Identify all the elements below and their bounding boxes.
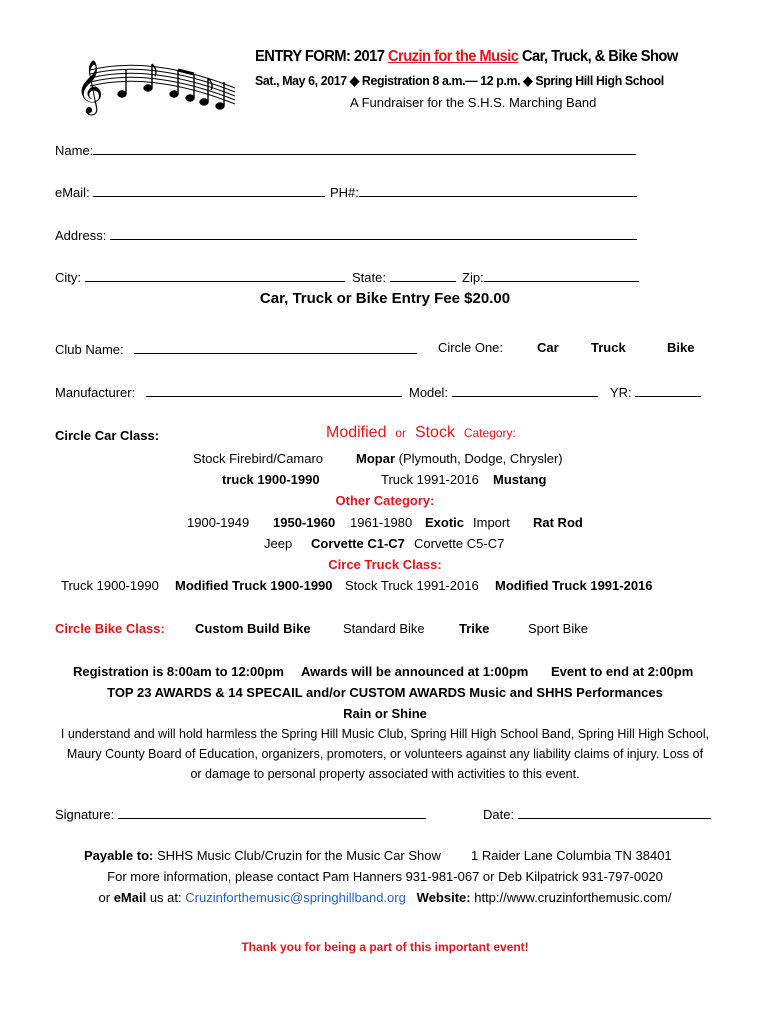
entry-fee: Car, Truck or Bike Entry Fee $20.00 bbox=[259, 290, 511, 307]
class-exotic[interactable]: Exotic bbox=[425, 515, 465, 530]
car-class-label: Circle Car Class: bbox=[55, 428, 160, 443]
bike-class-standard[interactable]: Standard Bike bbox=[343, 621, 425, 636]
truck-class-1900-1990[interactable]: Truck 1900-1990 bbox=[61, 578, 159, 593]
club-name-field[interactable] bbox=[55, 340, 417, 357]
date-label: Date: bbox=[483, 807, 515, 822]
thank-you-message: Thank you for being a part of this important event! bbox=[241, 940, 529, 954]
city-field[interactable] bbox=[55, 268, 345, 285]
bike-class-label: Circle Bike Class: bbox=[55, 621, 165, 636]
bike-class-sport[interactable]: Sport Bike bbox=[528, 621, 588, 636]
date-field[interactable] bbox=[483, 805, 711, 822]
class-mopar[interactable]: Mopar (Plymouth, Dodge, Chrysler) bbox=[356, 451, 563, 466]
email-label: eMail: bbox=[55, 185, 90, 200]
address-field[interactable] bbox=[55, 226, 637, 243]
class-rat-rod[interactable]: Rat Rod bbox=[533, 515, 583, 530]
music-notes-icon bbox=[70, 52, 240, 122]
class-corvette-c5-c7[interactable]: Corvette C5-C7 bbox=[414, 536, 505, 551]
waiver-line-2: Maury County Board of Education, organizers, promoters, or volunteers against any liability claims of injury. Loss of bbox=[66, 747, 704, 761]
schedule-registration: Registration is 8:00am to 12:00pm bbox=[73, 664, 284, 679]
yr-field[interactable] bbox=[610, 383, 701, 400]
yr-label: YR: bbox=[610, 385, 632, 400]
rain-or-shine: Rain or Shine bbox=[343, 706, 427, 721]
circle-one-label: Circle One: bbox=[438, 340, 504, 355]
class-1961-1980[interactable]: 1961-1980 bbox=[350, 515, 413, 530]
manufacturer-label: Manufacturer: bbox=[55, 385, 136, 400]
car-class-category-header: Modified or Stock Category: bbox=[326, 424, 516, 441]
class-truck-1991-2016[interactable]: Truck 1991-2016 bbox=[381, 472, 479, 487]
name-field[interactable] bbox=[55, 141, 636, 158]
vehicle-option-car[interactable]: Car bbox=[537, 340, 559, 355]
state-field[interactable] bbox=[352, 268, 456, 285]
contact-info: For more information, please contact Pam Hanners 931-981-067 or Deb Kilpatrick 931-797-0020 bbox=[107, 869, 663, 884]
vehicle-option-bike[interactable]: Bike bbox=[667, 340, 695, 355]
form-title: ENTRY FORM: 2017 Cruzin for the Music Car, Truck, & Bike Show bbox=[255, 48, 678, 65]
event-subtitle: Sat., May 6, 2017 ◆ Registration 8 a.m.— 12 p.m. ◆ Spring Hill High School bbox=[255, 73, 664, 88]
class-truck-1900-1990[interactable]: truck 1900-1990 bbox=[222, 472, 320, 487]
schedule-awards: Awards will be announced at 1:00pm bbox=[301, 664, 529, 679]
class-import[interactable]: Import bbox=[473, 515, 510, 530]
model-field[interactable] bbox=[409, 383, 598, 400]
waiver-line-3: or damage to personal property associated with activities to this event. bbox=[190, 767, 580, 781]
class-stock-firebird[interactable]: Stock Firebird/Camaro bbox=[193, 451, 324, 466]
signature-label: Signature: bbox=[55, 807, 115, 822]
website-link[interactable]: http://www.cruzinforthemusic.com/ bbox=[470, 890, 672, 905]
email-link[interactable]: Cruzinforthemusic@springhillband.org bbox=[185, 890, 406, 905]
schedule-end: Event to end at 2:00pm bbox=[551, 664, 694, 679]
state-label: State: bbox=[352, 270, 386, 285]
vehicle-option-truck[interactable]: Truck bbox=[591, 340, 626, 355]
contact-email-website: or eMail us at: Cruzinforthemusic@springhillband.org Website: http://www.cruzinforthemusic.com/ bbox=[98, 890, 672, 905]
zip-label: Zip: bbox=[462, 270, 484, 285]
waiver-line-1: I understand and will hold harmless the Spring Hill Music Club, Spring Hill High School Band, Spring Hill High School, bbox=[60, 727, 710, 741]
name-label: Name: bbox=[55, 143, 94, 158]
fundraiser-line: A Fundraiser for the S.H.S. Marching Band bbox=[350, 95, 597, 110]
class-1900-1949[interactable]: 1900-1949 bbox=[187, 515, 250, 530]
address-label: Address: bbox=[55, 228, 107, 243]
other-category-label: Other Category: bbox=[335, 493, 435, 508]
model-label: Model: bbox=[409, 385, 449, 400]
bike-class-trike[interactable]: Trike bbox=[459, 621, 490, 636]
class-mustang[interactable]: Mustang bbox=[493, 472, 547, 487]
class-jeep[interactable]: Jeep bbox=[264, 536, 293, 551]
phone-field[interactable] bbox=[330, 183, 637, 200]
truck-class-label: Circe Truck Class: bbox=[328, 557, 442, 572]
zip-field[interactable] bbox=[462, 268, 639, 285]
city-label: City: bbox=[55, 270, 81, 285]
club-name-label: Club Name: bbox=[55, 342, 124, 357]
truck-class-stock-1991-2016[interactable]: Stock Truck 1991-2016 bbox=[345, 578, 479, 593]
truck-class-modified-1900-1990[interactable]: Modified Truck 1900-1990 bbox=[175, 578, 333, 593]
phone-label: PH#: bbox=[330, 185, 359, 200]
svg-text:𝄞: 𝄞 bbox=[76, 59, 104, 113]
payable-address: 1 Raider Lane Columbia TN 38401 bbox=[471, 848, 672, 863]
payable-to: Payable to: SHHS Music Club/Cruzin for the Music Car Show bbox=[84, 848, 441, 863]
signature-field[interactable] bbox=[55, 805, 426, 822]
email-field[interactable] bbox=[55, 183, 325, 200]
top-awards: TOP 23 AWARDS & 14 SPECAIL and/or CUSTOM AWARDS Music and SHHS Performances bbox=[107, 685, 663, 700]
category-stock[interactable]: Stock bbox=[414, 424, 455, 441]
truck-class-modified-1991-2016[interactable]: Modified Truck 1991-2016 bbox=[495, 578, 653, 593]
bike-class-custom[interactable]: Custom Build Bike bbox=[195, 621, 311, 636]
manufacturer-field[interactable] bbox=[55, 383, 402, 400]
category-modified[interactable]: Modified bbox=[326, 424, 387, 441]
class-corvette-c1-c7[interactable]: Corvette C1-C7 bbox=[311, 536, 405, 551]
class-1950-1960[interactable]: 1950-1960 bbox=[273, 515, 336, 530]
